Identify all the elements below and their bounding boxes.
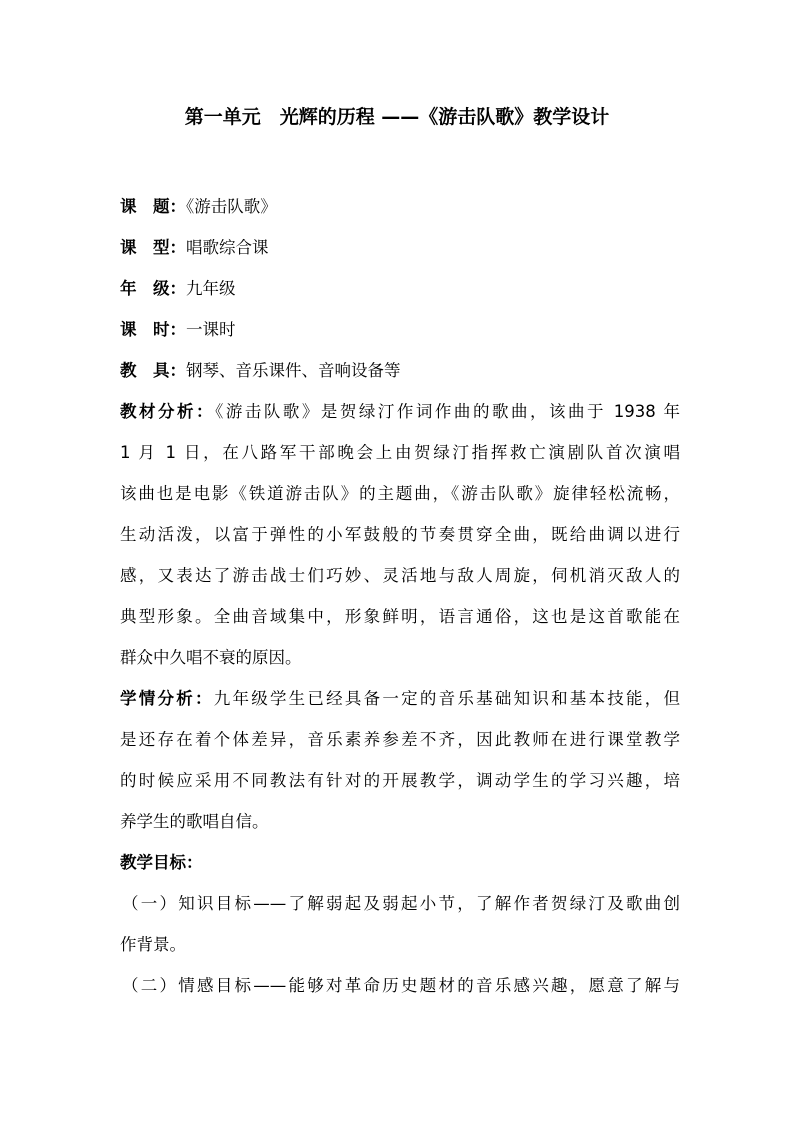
meta-period (120, 309, 680, 350)
paragraph-line: 1 月 1 日，在八路军干部晚会上由贺绿汀指挥救亡演剧队首次演唱 (120, 443, 680, 462)
section-label: 学情分析： (120, 689, 214, 708)
meta-value: 钢琴、音乐课件、音响设备等 (186, 361, 401, 380)
goal-line: （二）情感目标——能够对革命历史题材的音乐感兴趣，愿意了解与 (122, 976, 680, 995)
goal-line: 作背景。 (120, 935, 186, 954)
paragraph-line: 是还存在着个体差异，音乐素养参差不齐，因此教师在进行课堂教学 (120, 730, 680, 749)
paragraph-line: 教材分析：《游击队歌》是贺绿汀作词作曲的歌曲，该曲于 1938 年 (120, 402, 681, 421)
paragraph-line: 学情分析：九年级学生已经具备一定的音乐基础知识和基本技能，但 (120, 689, 681, 708)
meta-label: 年 级： (120, 279, 186, 298)
paragraph-line: 生动活泼，以富于弹性的小军鼓般的节奏贯穿全曲，既给曲调以进行 (120, 525, 680, 544)
paragraph-line: 群众中久唱不衰的原因。 (120, 648, 302, 667)
meta-value: 唱歌综合课 (186, 238, 269, 257)
meta-label: 课 时： (120, 320, 186, 339)
meta-value: 《游击队歌》 (186, 197, 277, 216)
meta-label: 课 题： (120, 197, 186, 216)
meta-value: 九年级 (186, 279, 236, 298)
document-body (120, 186, 680, 1006)
goal-line: （一）知识目标——了解弱起及弱起小节，了解作者贺绿汀及歌曲创 (122, 894, 680, 913)
section-analysis (120, 391, 680, 678)
section-goals (120, 842, 680, 1006)
paragraph-line: 该曲也是电影《铁道游击队》的主题曲，《游击队歌》旋律轻松流畅， (120, 484, 680, 503)
section-label: 教学目标： (120, 853, 203, 872)
section-label: 教材分析： (120, 402, 216, 421)
paragraph-line: 养学生的歌唱自信。 (120, 812, 269, 831)
meta-grade (120, 268, 680, 309)
paragraph-line: 典型形象。全曲音域集中，形象鲜明，语言通俗，这也是这首歌能在 (120, 607, 680, 626)
section-learners (120, 678, 680, 842)
meta-label: 教 具： (120, 361, 186, 380)
paragraph-line: 的时候应采用不同教法有针对的开展教学，调动学生的学习兴趣，培 (120, 771, 680, 790)
meta-value: 一课时 (186, 320, 236, 339)
document-title: 第一单元 光辉的历程 ——《游击队歌》教学设计 (184, 106, 610, 128)
meta-subject (120, 186, 680, 227)
meta-label: 课 型： (120, 238, 186, 257)
meta-tools (120, 350, 680, 391)
meta-type (120, 227, 680, 268)
paragraph-line: 感，又表达了游击战士们巧妙、灵活地与敌人周旋，伺机消灭敌人的 (120, 566, 680, 585)
